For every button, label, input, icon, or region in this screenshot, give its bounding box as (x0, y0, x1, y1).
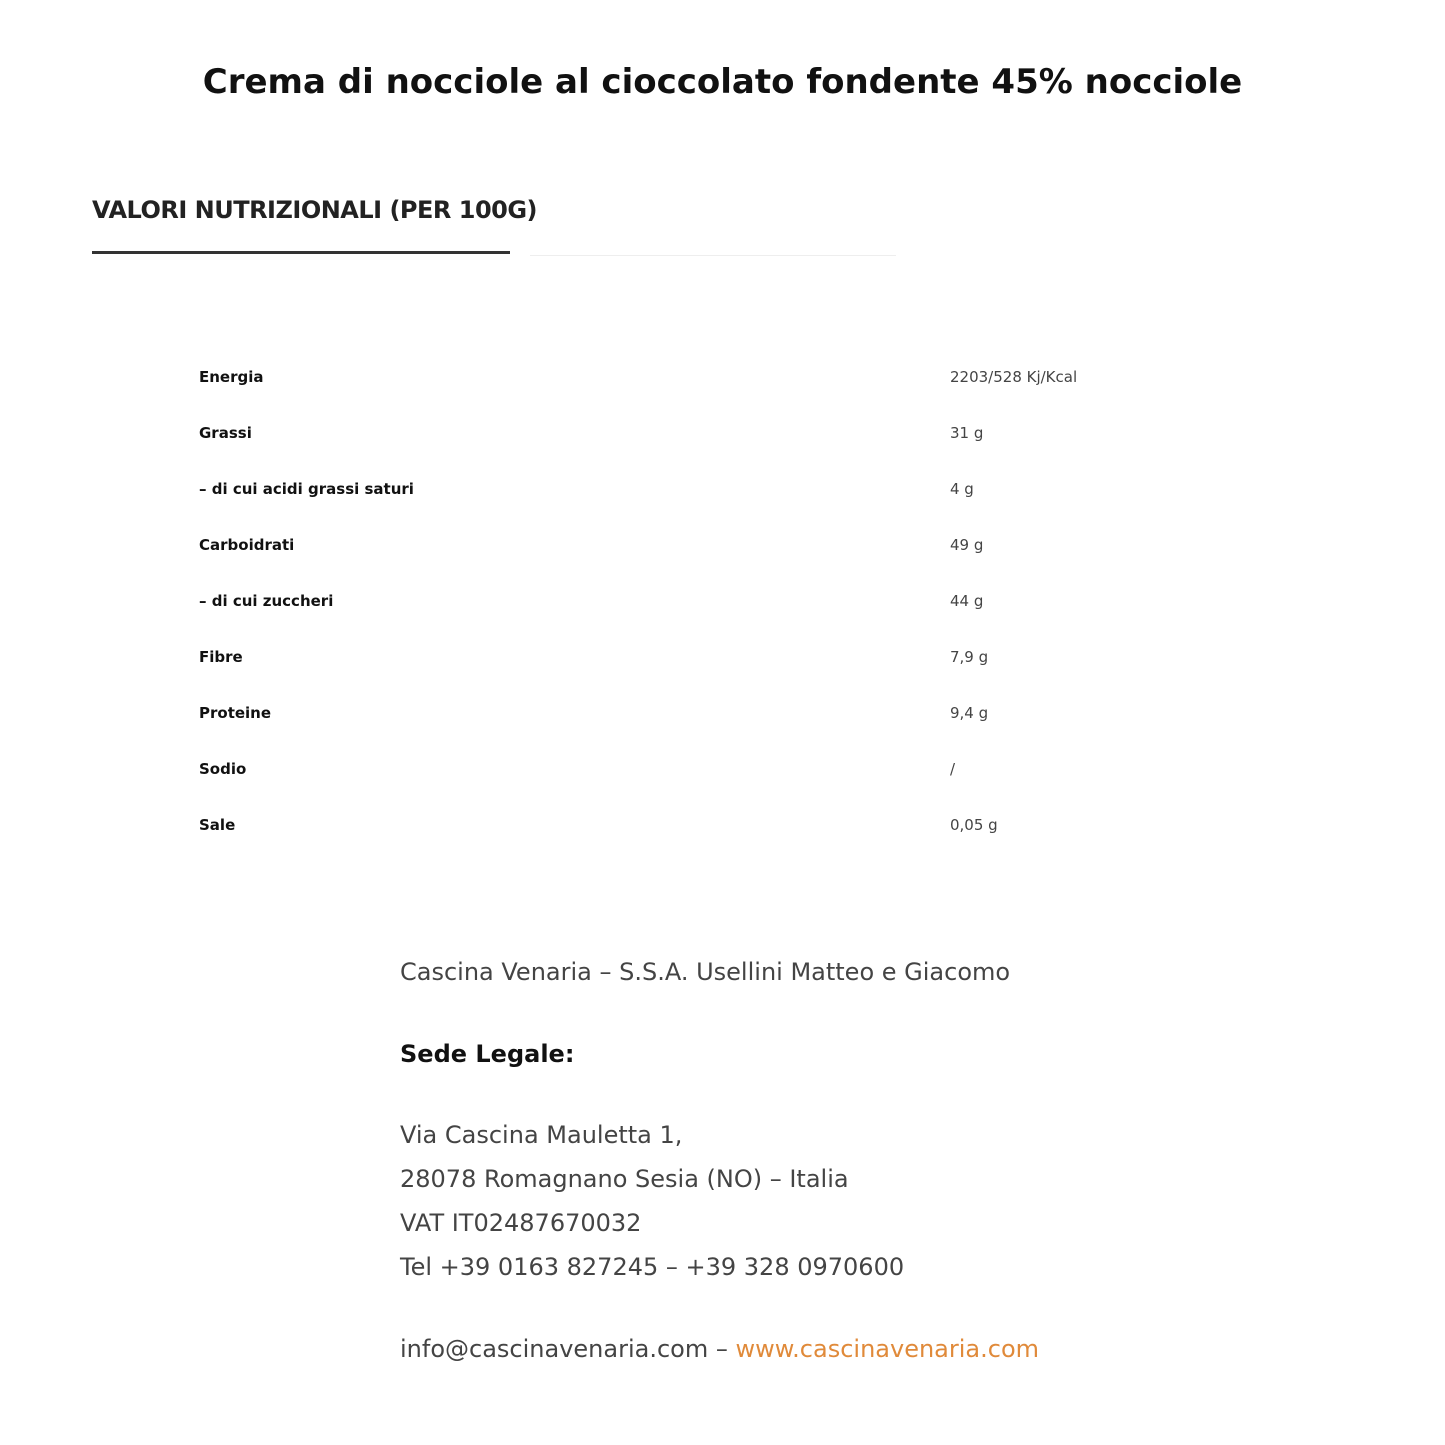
sede-legale-heading: Sede Legale: (400, 1040, 575, 1068)
nutrient-value: 2203/528 Kj/Kcal (950, 368, 1078, 386)
table-row (199, 368, 1199, 388)
table-row (199, 760, 1199, 780)
table-row (199, 648, 1199, 668)
table-row (199, 704, 1199, 724)
nutrient-label: Grassi (199, 424, 252, 442)
separator: – (708, 1335, 736, 1363)
address-line-2: 28078 Romagnano Sesia (NO) – Italia (400, 1165, 849, 1193)
tab-divider (530, 255, 896, 256)
nutrient-label: Sodio (199, 760, 247, 778)
nutrient-value: 49 g (950, 536, 984, 554)
nutrient-value: 31 g (950, 424, 984, 442)
table-row (199, 592, 1199, 612)
nutrient-value: 4 g (950, 480, 974, 498)
table-row (199, 424, 1199, 444)
nutrient-value: 44 g (950, 592, 984, 610)
nutrient-label: – di cui acidi grassi saturi (199, 480, 414, 498)
vat-number: VAT IT02487670032 (400, 1209, 642, 1237)
tab-nutrition[interactable]: VALORI NUTRIZIONALI (PER 100G) (92, 196, 538, 224)
nutrient-value: 7,9 g (950, 648, 989, 666)
telephone: Tel +39 0163 827245 – +39 328 0970600 (400, 1253, 905, 1281)
table-row (199, 816, 1199, 836)
nutrient-value: 9,4 g (950, 704, 989, 722)
email-link[interactable]: info@cascinavenaria.com (400, 1335, 709, 1363)
nutrient-value: / (950, 760, 956, 778)
nutrient-label: Energia (199, 368, 264, 386)
nutrient-label: Sale (199, 816, 236, 834)
nutrient-label: Fibre (199, 648, 243, 666)
company-name: Cascina Venaria – S.S.A. Usellini Matteo e Giacomo (400, 958, 1011, 986)
nutrient-value: 0,05 g (950, 816, 998, 834)
page-title: Crema di nocciole al cioccolato fondente 45% nocciole (202, 62, 1243, 102)
contact-line (400, 1335, 1039, 1363)
address-line-1: Via Cascina Mauletta 1, (400, 1121, 683, 1149)
table-row (199, 480, 1199, 500)
active-tab-underline (92, 251, 510, 254)
website-link[interactable]: www.cascinavenaria.com (735, 1335, 1039, 1363)
nutrient-label: Proteine (199, 704, 272, 722)
nutrient-label: – di cui zuccheri (199, 592, 334, 610)
nutrient-label: Carboidrati (199, 536, 295, 554)
table-row (199, 536, 1199, 556)
